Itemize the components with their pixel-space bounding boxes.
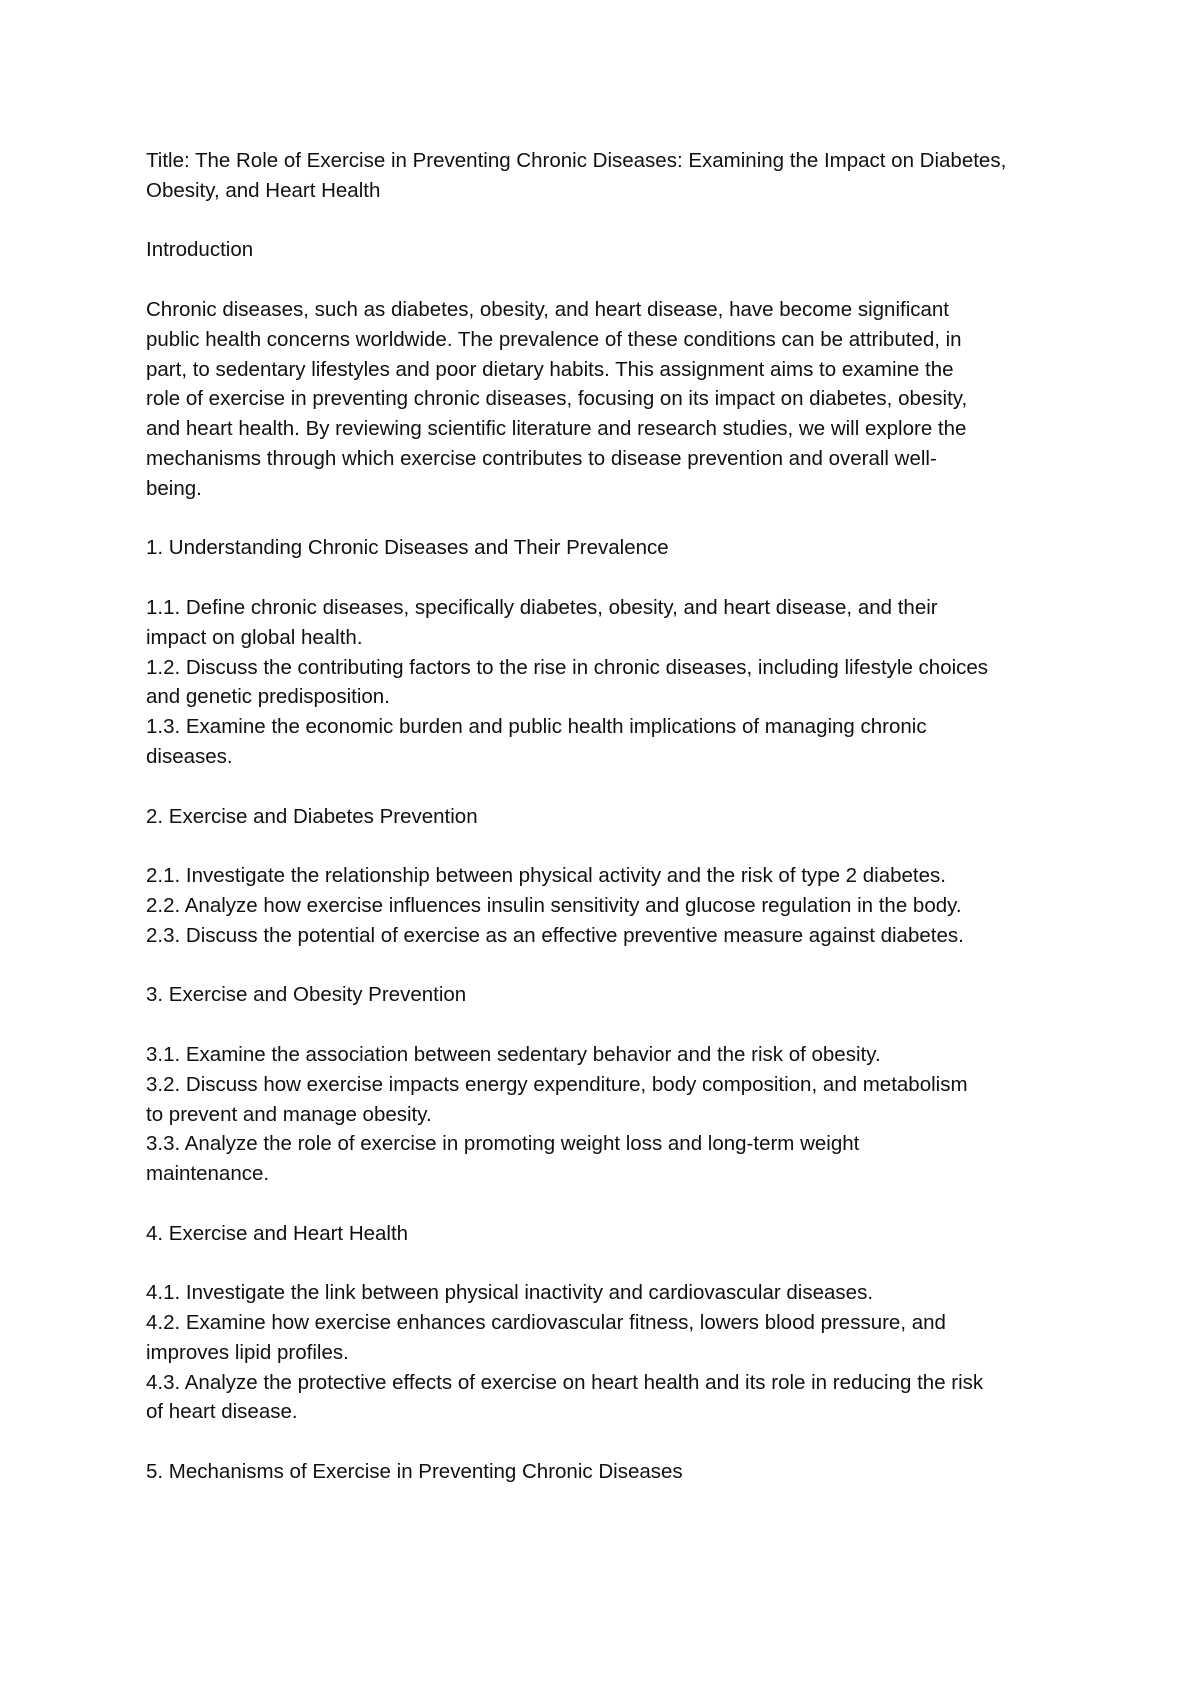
section-line: and genetic predisposition. [146,685,390,709]
section-line: 4.1. Investigate the link between physical inactivity and cardiovascular diseases. [146,1281,874,1305]
intro-line: public health concerns worldwide. The prevalence of these conditions can be attributed, in [146,327,962,351]
paragraph-gap [146,772,1066,802]
intro-heading: Introduction [146,238,254,262]
section-line: 3.2. Discuss how exercise impacts energy expenditure, body composition, and metabolism [146,1072,968,1096]
intro-line: and heart health. By reviewing scientific literature and research studies, we will explore the [146,417,967,441]
intro-line: being. [146,476,202,500]
section-line: 3.3. Analyze the role of exercise in promoting weight loss and long-term weight [146,1132,860,1156]
section-line: to prevent and manage obesity. [146,1102,432,1126]
paragraph-gap [146,951,1066,981]
section-heading: 4. Exercise and Heart Health [146,1221,409,1245]
paragraph-gap [146,265,1066,295]
paragraph-gap [146,831,1066,861]
intro-line: role of exercise in preventing chronic diseases, focusing on its impact on diabetes, obesity, [146,387,968,411]
section-line: 2.3. Discuss the potential of exercise as an effective preventive measure against diabetes. [146,923,964,947]
document-body [146,146,1066,1487]
section-line: improves lipid profiles. [146,1340,349,1364]
intro-line: Chronic diseases, such as diabetes, obesity, and heart disease, have become significant [146,297,950,321]
section-heading: 5. Mechanisms of Exercise in Preventing Chronic Diseases [146,1460,683,1484]
paragraph-gap [146,1427,1066,1457]
paragraph-gap [146,1248,1066,1278]
section-line: 3.1. Examine the association between sedentary behavior and the risk of obesity. [146,1042,881,1066]
section-line: 4.3. Analyze the protective effects of exercise on heart health and its role in reducing the risk [146,1370,984,1394]
paragraph-gap [146,563,1066,593]
section-line: 2.1. Investigate the relationship between physical activity and the risk of type 2 diabetes. [146,864,946,888]
section-line: 1.3. Examine the economic burden and public health implications of managing chronic [146,715,927,739]
paragraph-gap [146,1189,1066,1219]
paragraph-gap [146,1010,1066,1040]
section-line: impact on global health. [146,625,363,649]
section-heading: 1. Understanding Chronic Diseases and Their Prevalence [146,536,669,560]
section-heading: 3. Exercise and Obesity Prevention [146,983,467,1007]
section-line: 4.2. Examine how exercise enhances cardiovascular fitness, lowers blood pressure, and [146,1311,946,1335]
section-line: of heart disease. [146,1400,298,1424]
section-line: 1.1. Define chronic diseases, specifically diabetes, obesity, and heart disease, and their [146,595,938,619]
paragraph-gap [146,206,1066,236]
section-line: 2.2. Analyze how exercise influences insulin sensitivity and glucose regulation in the body. [146,893,962,917]
section-line: 1.2. Discuss the contributing factors to the rise in chronic diseases, including lifestyle choices [146,655,989,679]
title-line: Title: The Role of Exercise in Preventing Chronic Diseases: Examining the Impact on Diabetes, [146,149,1007,172]
intro-line: mechanisms through which exercise contributes to disease prevention and overall well- [146,446,937,470]
section-line: diseases. [146,744,233,768]
section-heading: 2. Exercise and Diabetes Prevention [146,804,478,828]
intro-line: part, to sedentary lifestyles and poor dietary habits. This assignment aims to examine the [146,357,954,381]
title-line: Obesity, and Heart Health [146,178,381,202]
section-line: maintenance. [146,1162,270,1186]
paragraph-gap [146,504,1066,534]
